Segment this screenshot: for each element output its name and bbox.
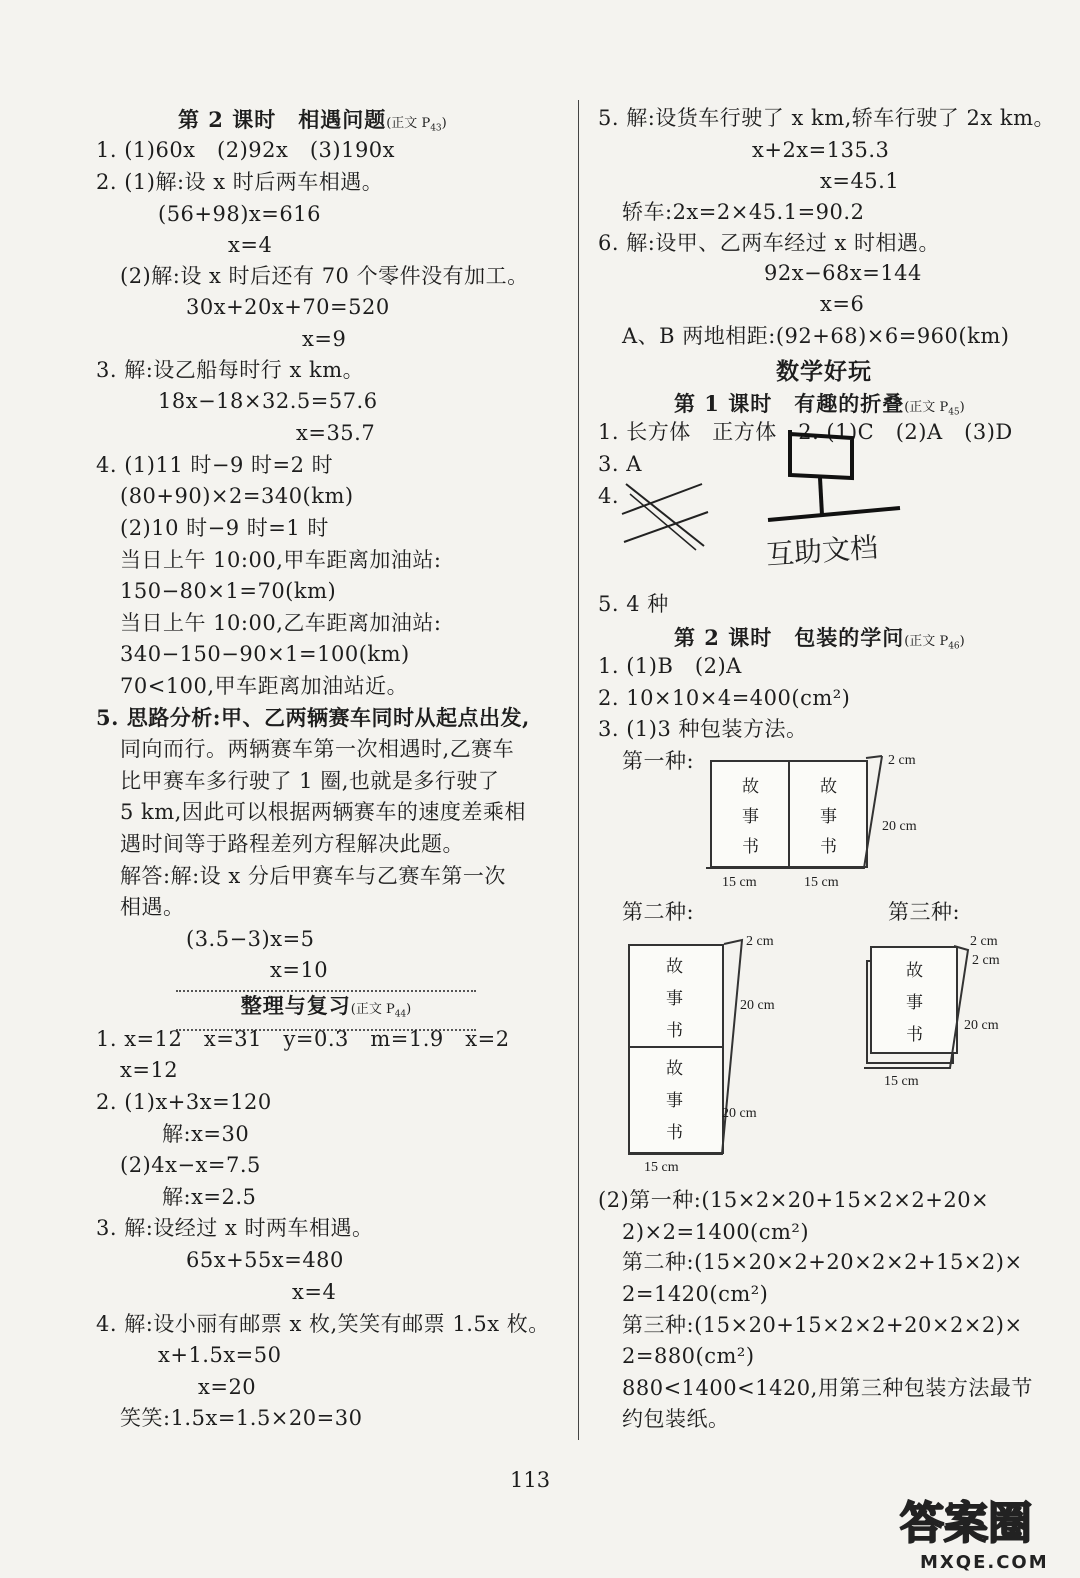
answer-line: 880<1400<1420,用第三种包装方法最节	[622, 1376, 1033, 1400]
answer-line: (56+98)x=616	[158, 202, 321, 226]
dim-label: 15 cm	[722, 875, 757, 890]
box-edges	[700, 752, 890, 874]
box-edge	[866, 756, 882, 758]
answer-line: 比甲赛车多行驶了 1 圈,也就是多行驶了	[120, 769, 500, 793]
answer-line: x=6	[820, 292, 865, 316]
dim-label: 15 cm	[644, 1160, 679, 1175]
section-title-math-fun: 数学好玩	[776, 358, 872, 385]
book-char: 书	[666, 1123, 683, 1143]
answer-line: 解答:解:设 x 分后甲赛车与乙赛车第一次	[120, 864, 506, 888]
answer-line: 5. 思路分析:甲、乙两辆赛车同时从起点出发,	[96, 705, 530, 730]
answer-line: 6. 解:设甲、乙两车经过 x 时相遇。	[598, 231, 940, 255]
book-char: 故	[820, 777, 837, 797]
answer-line: 解:x=30	[162, 1122, 250, 1146]
answer-line: 3. 解:设乙船每时行 x km。	[96, 358, 365, 382]
book-char: 书	[820, 837, 837, 857]
answer-line: x+2x=135.3	[752, 138, 890, 162]
answer-line: x=4	[228, 233, 273, 257]
dim-label: 2 cm	[970, 934, 998, 949]
answer-line: 相遇。	[120, 895, 185, 919]
answer-line: 92x−68x=144	[764, 261, 922, 285]
dim-label: 2 cm	[972, 953, 1000, 968]
answer-line: 轿车:2x=2×45.1=90.2	[622, 200, 865, 224]
answer-line: 3. 解:设经过 x 时两车相遇。	[96, 1216, 374, 1240]
answer-line: 同向而行。两辆赛车第一次相遇时,乙赛车	[120, 737, 515, 761]
answer-line: 4.	[598, 484, 620, 508]
answer-line: 150−80×1=70(km)	[120, 579, 337, 603]
book-char: 故	[666, 957, 683, 977]
answer-line: 笑笑:1.5x=1.5×20=30	[120, 1406, 363, 1430]
answer-line: 5. 4 种	[598, 592, 669, 616]
answer-line: A、B 两地相距:(92+68)×6=960(km)	[622, 324, 1010, 348]
answer-line: 1. (1)60x (2)92x (3)190x	[96, 138, 396, 162]
dim-label: 15 cm	[804, 875, 839, 890]
answer-line: 65x+55x=480	[186, 1248, 344, 1272]
book-char: 事	[666, 989, 683, 1009]
answer-line: (2)10 时−9 时=1 时	[120, 516, 329, 540]
stamp-stroke	[790, 430, 852, 478]
page-number: 113	[510, 1468, 551, 1492]
answer-line: x=45.1	[820, 169, 900, 193]
dim-label: 2 cm	[888, 753, 916, 768]
book-char: 书	[906, 1025, 923, 1045]
answer-line: 2=880(cm²)	[622, 1344, 755, 1368]
answer-line: 4. (1)11 时−9 时=2 时	[96, 453, 334, 477]
book-char: 书	[742, 837, 759, 857]
answer-line: 340−150−90×1=100(km)	[120, 642, 410, 666]
answer-line: x=35.7	[296, 421, 376, 445]
answer-line: 18x−18×32.5=57.6	[158, 389, 378, 413]
book-char: 故	[666, 1059, 683, 1079]
book-char: 事	[666, 1091, 683, 1111]
stamp-text: 互助文档	[765, 530, 880, 572]
answer-line: x=20	[198, 1375, 257, 1399]
answer-line: 5. 解:设货车行驶了 x km,轿车行驶了 2x km。	[598, 106, 1055, 130]
answer-line: 30x+20x+70=520	[186, 295, 390, 319]
box-edge	[864, 946, 968, 1068]
fig-label-first: 第一种:	[622, 749, 695, 773]
answer-line: 1. x=12 x=31 y=0.3 m=1.9 x=2	[96, 1027, 510, 1051]
answer-line: 2. 10×10×4=400(cm²)	[598, 686, 851, 710]
dim-label: 20 cm	[740, 998, 775, 1013]
fig-label-third: 第三种:	[888, 900, 961, 924]
answer-line: 3. (1)3 种包装方法。	[598, 717, 808, 741]
watermark-url: MXQE.COM	[920, 1552, 1049, 1573]
heading-review: 整理与复习(正文 $P_{44}$)	[176, 990, 476, 1031]
answer-line: 1. (1)B (2)A	[598, 654, 742, 678]
book-char: 书	[666, 1021, 683, 1041]
heading-folding: 第 1 课时 有趣的折叠(正文 $P_{45}$)	[674, 391, 965, 418]
handwritten-stamp	[760, 420, 920, 575]
answer-line: 5 km,因此可以根据两辆赛车的速度差乘相	[120, 800, 526, 824]
box-edges	[858, 936, 978, 1076]
answer-line: 1. 长方体 正方体 2. (1)C (2)A (3)D	[598, 420, 1013, 444]
dim-label: 20 cm	[964, 1018, 999, 1033]
dim-label: 20 cm	[882, 819, 917, 834]
book-char: 故	[906, 961, 923, 981]
answer-line: 2)×2=1400(cm²)	[622, 1220, 810, 1244]
answer-line: 约包装纸。	[622, 1407, 730, 1431]
dim-label: 2 cm	[746, 934, 774, 949]
answer-line: 2. (1)解:设 x 时后两车相遇。	[96, 170, 384, 194]
column-divider	[578, 100, 579, 1440]
book-char: 事	[906, 993, 923, 1013]
answer-line: 3. A	[598, 452, 642, 476]
answer-line: 4. 解:设小丽有邮票 x 枚,笑笑有邮票 1.5x 枚。	[96, 1312, 550, 1336]
answer-line: (80+90)×2=340(km)	[120, 484, 354, 508]
book-char: 事	[820, 807, 837, 827]
watermark-logo	[870, 1480, 1075, 1576]
answer-line: x=12	[120, 1058, 179, 1082]
answer-line: (3.5−3)x=5	[186, 927, 315, 951]
fig-label-second: 第二种:	[622, 900, 695, 924]
answer-line: (2)第一种:(15×2×20+15×2×2+20×	[598, 1188, 990, 1212]
box-edges	[620, 932, 750, 1160]
stamp-stroke	[820, 478, 822, 515]
answer-line: x=10	[270, 958, 329, 982]
heading-packaging: 第 2 课时 包装的学问(正文 $P_{46}$)	[674, 625, 965, 652]
box-edge	[706, 756, 882, 868]
answer-line: 2. (1)x+3x=120	[96, 1090, 272, 1114]
answer-line: 解:x=2.5	[162, 1185, 257, 1209]
crossing-lines-figure	[616, 476, 716, 556]
answer-line: 遇时间等于路程差列方程解决此题。	[120, 832, 464, 856]
figure-line	[630, 494, 696, 550]
stamp-stroke	[768, 508, 900, 520]
answer-line: x+1.5x=50	[158, 1343, 282, 1367]
watermark-text: 答案圈	[900, 1498, 1032, 1549]
answer-line: (2)解:设 x 时后还有 70 个零件没有加工。	[120, 264, 529, 288]
heading-meeting-problem: 第 2 课时 相遇问题(正文 $P_{43}$)	[178, 107, 447, 134]
dim-label: 15 cm	[884, 1074, 919, 1089]
answer-line: x=4	[292, 1280, 337, 1304]
answer-line: 当日上午 10:00,乙车距离加油站:	[120, 611, 442, 635]
book-char: 事	[742, 807, 759, 827]
answer-line: x=9	[302, 327, 347, 351]
book-char: 故	[742, 777, 759, 797]
answer-line: 2=1420(cm²)	[622, 1282, 769, 1306]
figure-line	[622, 484, 702, 514]
answer-line: 第三种:(15×20+15×2×2+20×2×2)×	[622, 1313, 1023, 1337]
answer-line: 当日上午 10:00,甲车距离加油站:	[120, 548, 442, 572]
dim-label: 20 cm	[722, 1106, 757, 1121]
answer-line: (2)4x−x=7.5	[120, 1153, 261, 1177]
answer-line: 第二种:(15×20×2+20×2×2+15×2)×	[622, 1250, 1023, 1274]
answer-line: 70<100,甲车距离加油站近。	[120, 674, 409, 698]
